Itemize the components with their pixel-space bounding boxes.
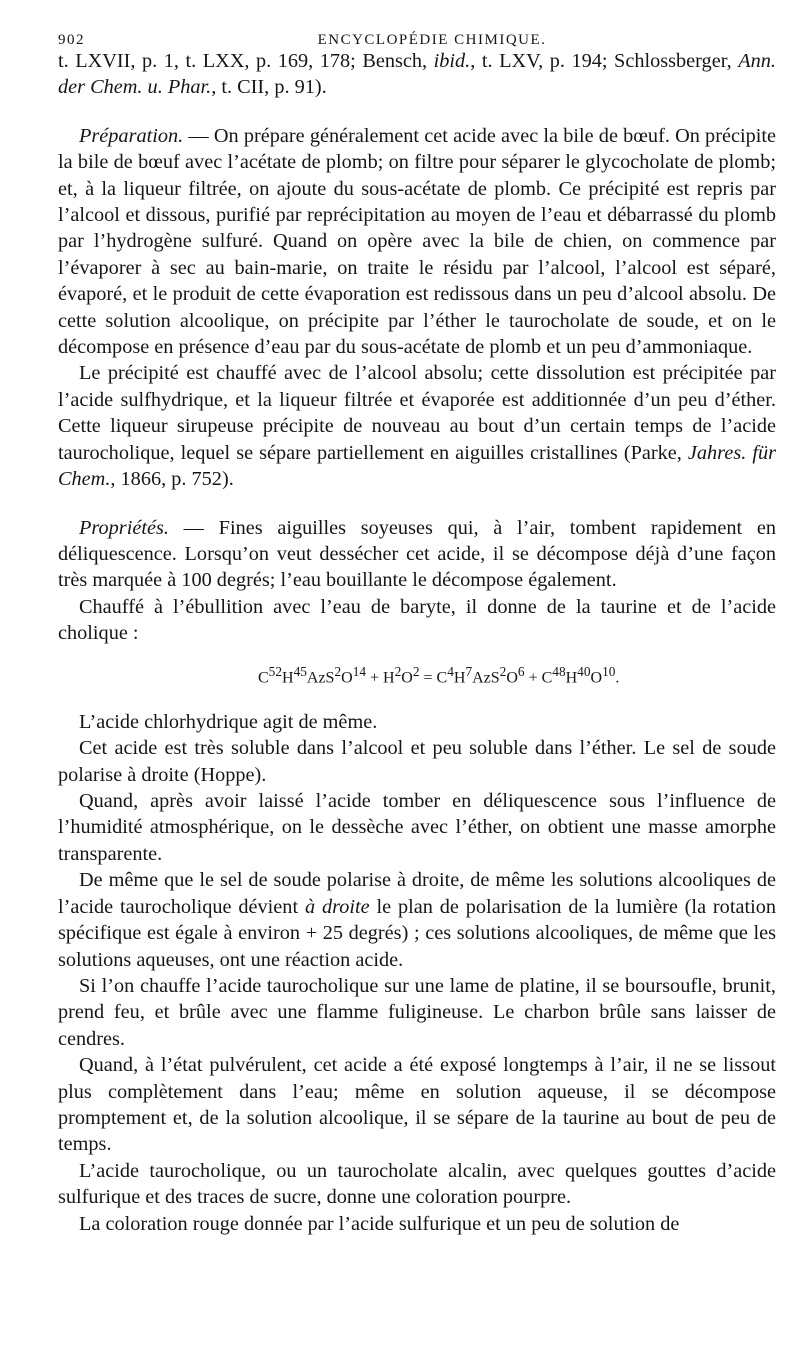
formula-index: 2 bbox=[499, 663, 507, 679]
reference-text: t. LXVII, p. 1, t. LXX, p. 169, 178; Bensch, bbox=[58, 50, 434, 72]
journal-title: Ann. der Chem. u. Phar. bbox=[58, 50, 776, 99]
section-heading-properties: Propriétés. bbox=[79, 516, 169, 539]
formula-index: 7 bbox=[465, 663, 473, 679]
formula-part: O bbox=[341, 668, 353, 686]
running-header bbox=[58, 0, 776, 48]
formula-part: O bbox=[401, 668, 413, 686]
formula-index: 2 bbox=[334, 663, 342, 679]
formula-index: 40 bbox=[577, 663, 591, 679]
paragraph-text: — On prépare généralement cet acide avec la bile de bœuf. On précipite la bile de bœuf avec l’acétate de plomb; on filtre pour séparer le glycocholate de plomb; et, à la liqueur filtrée, on ajoute du sous-acétate de plomb. Ce précipité est repris par l’alcool et dissous, purifié par reprécipitation au moyen de l’eau et débarrassé du plomb par l’hydrogène sulfuré. Quand on opère avec la bile de chien, on commence par l’évaporer à sec au bain-marie, on traite le résidu par l’alcool, l’alcool est séparé, évaporé, et le produit de cette évaporation est redissous dans un peu d’alcool absolu. De cette solution alcoolique, on précipite par l’éther le taurocholate de soude, et on le décompose en présence d’eau par du sous-acétate de plomb et un peu d’ammoniaque. bbox=[58, 124, 776, 359]
formula-part: AzS bbox=[306, 668, 335, 686]
properties-paragraph bbox=[58, 515, 776, 594]
emphasis-text: à droite bbox=[304, 895, 370, 918]
formula-part: = C bbox=[419, 668, 448, 686]
formula-index: 10 bbox=[602, 663, 616, 679]
formula-part: O bbox=[590, 668, 603, 686]
reference-text: , t. LXV, p. 194; Schlossberger, bbox=[470, 50, 739, 72]
body-text bbox=[58, 48, 776, 1237]
paragraph-text: , 1866, p. 752). bbox=[110, 468, 234, 491]
running-title: ENCYCLOPÉDIE CHIMIQUE. bbox=[317, 32, 547, 48]
formula-part: + H bbox=[366, 668, 395, 686]
journal-title: Jahres. für Chem. bbox=[58, 441, 776, 491]
platinum-paragraph: Si l’on chauffe l’acide taurocholique sur une lame de platine, il se boursoufle, brunit, prend feu, et brûle avec une flamme fuligineuse. Le charbon brûle sans laisser de cendres. bbox=[58, 974, 776, 1050]
formula-index: 52 bbox=[268, 663, 282, 679]
formula-part: C bbox=[258, 668, 269, 686]
page-number: 902 bbox=[58, 32, 85, 48]
paragraph-text: Le précipité est chauffé avec de l’alcool absolu; cette dissolution est précipitée par l’acide sulfhydrique, et la liqueur filtrée et évaporée est additionnée d’un peu d’éther. Cette liqueur sirupeuse précipite de nouveau au bout d’un certain temps de l’acide taurocholique, lequel se sépare partiellement en aiguilles cristallines (Parke, bbox=[58, 362, 776, 464]
deliquescence-paragraph: Quand, après avoir laissé l’acide tomber en déliquescence sous l’influence de l’humidité atmosphérique, on le dessèche avec l’éther, on obtient une masse amorphe transparente. bbox=[58, 790, 776, 865]
formula-index: 4 bbox=[447, 663, 454, 679]
paragraph-text: — Fines aiguilles soyeuses qui, à l’air, tombent rapidement en déliquescence. Lorsqu’on veut dessécher cet acide, il se décompose déjà d’une façon très marquée à 100 degrés; l’eau bouillante le décompose également. bbox=[58, 516, 776, 592]
formula-part: + C bbox=[524, 668, 553, 686]
baryte-paragraph: Chauffé à l’ébullition avec l’eau de baryte, il donne de la taurine et de l’acide cholique : bbox=[58, 595, 776, 645]
formula-index: 2 bbox=[412, 663, 420, 679]
paragraph-text: De même que le sel de soude polarise à droite, de même les solutions alcooliques de l’acide taurocholique dévient bbox=[58, 869, 776, 918]
paragraph-text: le plan de polarisation de la lumière (la rotation spécifique est égale à environ + 25 degrés) ; ces solutions alcooliques, de même que les solutions aqueuses, ont une réaction acide. bbox=[58, 895, 777, 971]
pulverulent-paragraph: Quand, à l’état pulvérulent, cet acide a été exposé longtemps à l’air, il ne se lissout plus complètement dans l’eau; même en solution aqueuse, il se décompose promptement et, de la solution alcoolique, il se sépare de la taurine au bout de peu de temps. bbox=[58, 1054, 776, 1156]
formula-part: H bbox=[453, 668, 466, 686]
solubility-paragraph: Cet acide est très soluble dans l’alcool et peu soluble dans l’éther. Le sel de soude polarise à droite (Hoppe). bbox=[58, 737, 776, 786]
formula-part: . bbox=[615, 668, 620, 686]
precipitate-paragraph bbox=[58, 360, 776, 492]
reference-continuation bbox=[58, 48, 776, 101]
formula-part: AzS bbox=[472, 668, 500, 686]
formula-index: 14 bbox=[352, 663, 367, 679]
formula-index: 6 bbox=[517, 663, 525, 679]
formula-index: 48 bbox=[552, 663, 566, 679]
formula-part: O bbox=[506, 668, 518, 686]
polarisation-paragraph bbox=[58, 867, 776, 973]
formula-index: 2 bbox=[394, 663, 402, 679]
chemical-equation bbox=[58, 659, 776, 691]
formula-part: H bbox=[565, 668, 578, 686]
formula-part: H bbox=[282, 668, 294, 686]
preparation-paragraph bbox=[58, 123, 776, 361]
reference-italic: ibid. bbox=[433, 50, 471, 72]
section-heading-preparation: Préparation. bbox=[79, 124, 184, 147]
formula-index: 45 bbox=[293, 663, 307, 679]
chlorhydric-paragraph: L’acide chlorhydrique agit de même. bbox=[79, 710, 378, 733]
reference-text: , t. CII, p. 91). bbox=[211, 76, 327, 99]
coloration-paragraph: L’acide taurocholique, ou un taurocholate alcalin, avec quelques gouttes d’acide sulfurique et des traces de sucre, donne une coloration pourpre. bbox=[58, 1159, 776, 1209]
red-coloration-paragraph: La coloration rouge donnée par l’acide sulfurique et un peu de solution de bbox=[79, 1212, 680, 1235]
